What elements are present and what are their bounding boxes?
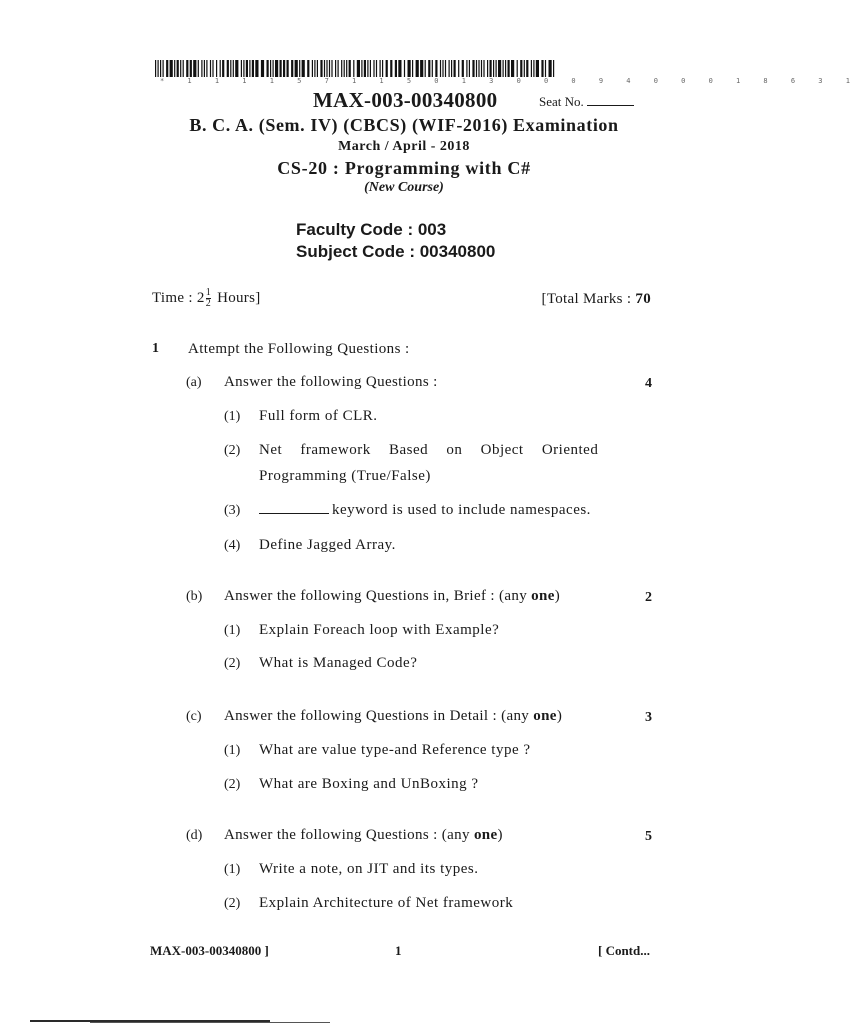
seat-label: Seat No. xyxy=(539,94,584,109)
barcode-bar xyxy=(412,60,413,77)
barcode-bar xyxy=(451,60,452,77)
barcode-digits: * 1 1 1 1 5 7 1 1 5 0 1 3 0 0 0 9 4 0 0 0 1 8 6 3 1 xyxy=(160,77,859,85)
barcode-bar xyxy=(472,60,474,77)
item-text: Explain Foreach loop with Example? xyxy=(259,622,500,638)
barcode-bar xyxy=(440,60,441,77)
total-marks xyxy=(542,291,651,308)
barcode-bar xyxy=(216,60,217,77)
barcode-bar xyxy=(549,60,552,77)
fraction-numerator: 1 xyxy=(205,287,212,298)
part-d-close: ) xyxy=(497,827,503,843)
barcode-bar xyxy=(270,60,271,77)
time-duration xyxy=(152,288,261,309)
barcode-bar xyxy=(267,60,269,77)
part-a-text: Answer the following Questions : xyxy=(224,374,438,390)
item-text: Define Jagged Array. xyxy=(259,537,396,553)
barcode-bar xyxy=(344,60,345,77)
barcode-bar xyxy=(373,60,374,77)
barcode-bar xyxy=(166,60,168,77)
barcode-bar xyxy=(416,60,419,77)
barcode-bar xyxy=(432,60,433,77)
barcode-bar xyxy=(295,60,298,77)
barcode xyxy=(155,60,555,77)
item-text: Net framework Based on Object Oriented xyxy=(259,442,599,458)
total-marks-label: [Total Marks : xyxy=(541,291,636,307)
paper-code: MAX-003-00340800 xyxy=(313,88,498,112)
exam-title: B. C. A. (Sem. IV) (CBCS) (WIF-2016) Examination xyxy=(189,115,619,135)
barcode-bar xyxy=(280,60,282,77)
barcode-bar xyxy=(445,60,446,77)
barcode-bar xyxy=(326,60,327,77)
item-text-continued: Programming (True/False) xyxy=(259,468,431,484)
barcode-bar xyxy=(324,60,325,77)
fill-in-blank-item xyxy=(259,502,591,519)
item-number: (2) xyxy=(224,443,241,458)
barcode-bar xyxy=(183,60,184,77)
item-number: (1) xyxy=(224,409,241,424)
question-number: 1 xyxy=(152,341,159,356)
barcode-bar xyxy=(160,60,161,77)
item-text: Explain Architecture of Net framework xyxy=(259,895,514,911)
subject-code: Subject Code : 00340800 xyxy=(296,242,496,261)
barcode-bar xyxy=(390,60,392,77)
barcode-bar xyxy=(299,60,300,77)
exam-session: March / April - 2018 xyxy=(338,139,470,154)
barcode-bar xyxy=(204,60,205,77)
barcode-bar xyxy=(312,60,313,77)
answer-blank xyxy=(259,513,329,514)
barcode-bar xyxy=(170,60,173,77)
barcode-bar xyxy=(177,60,179,77)
barcode-bar xyxy=(341,60,342,77)
barcode-bar xyxy=(442,60,443,77)
barcode-bar xyxy=(478,60,479,77)
barcode-bar xyxy=(520,60,522,77)
part-b-marks: 2 xyxy=(645,590,652,605)
barcode-bar xyxy=(255,60,258,77)
part-d-text xyxy=(224,827,503,844)
barcode-bar xyxy=(505,60,506,77)
barcode-bar xyxy=(398,60,401,77)
part-c-label: (c) xyxy=(186,709,202,724)
part-b-label: (b) xyxy=(186,589,203,604)
part-b-instruction: Answer the following Questions in, Brief : (any xyxy=(224,588,532,604)
barcode-bar xyxy=(227,60,229,77)
barcode-bar xyxy=(380,60,381,77)
barcode-bar xyxy=(314,60,315,77)
item-number: (4) xyxy=(224,538,241,553)
item-text: keyword is used to include namespaces. xyxy=(332,502,591,518)
barcode-bar xyxy=(498,60,501,77)
barcode-bar xyxy=(386,60,388,77)
barcode-bar xyxy=(201,60,202,77)
barcode-bar xyxy=(376,60,377,77)
barcode-bar xyxy=(338,60,339,77)
barcode-bar xyxy=(249,60,250,77)
barcode-bar xyxy=(435,60,437,77)
barcode-bar xyxy=(367,60,368,77)
barcode-bar xyxy=(180,60,181,77)
barcode-bar xyxy=(230,60,231,77)
time-unit: Hours] xyxy=(217,289,261,306)
barcode-bar xyxy=(246,60,248,77)
barcode-bar xyxy=(241,60,242,77)
barcode-bar xyxy=(222,60,224,77)
item-number: (1) xyxy=(224,623,241,638)
seat-blank xyxy=(587,105,634,106)
time-label: Time : 2 xyxy=(152,289,205,306)
part-d-instruction: Answer the following Questions : (any xyxy=(224,827,474,843)
barcode-bar xyxy=(287,60,289,77)
barcode-bar xyxy=(458,60,459,77)
part-a-marks: 4 xyxy=(645,376,652,391)
seat-number-field xyxy=(539,94,634,110)
barcode-bar xyxy=(283,60,285,77)
barcode-bar xyxy=(163,60,164,77)
fraction-denominator: 2 xyxy=(205,298,212,309)
barcode-bar xyxy=(235,60,238,77)
barcode-bar xyxy=(212,60,213,77)
barcode-bar xyxy=(190,60,192,77)
continued-label: [ Contd... xyxy=(597,943,650,958)
question-instruction: Attempt the Following Questions : xyxy=(188,341,410,357)
barcode-bar xyxy=(541,60,543,77)
barcode-bar xyxy=(193,60,196,77)
barcode-bar xyxy=(261,60,264,77)
part-c-instruction: Answer the following Questions in Detail : (any xyxy=(224,708,534,724)
barcode-bar xyxy=(483,60,484,77)
part-c-text xyxy=(224,708,562,725)
subject-title: CS-20 : Programming with C# xyxy=(277,158,531,178)
faculty-code: Faculty Code : 003 xyxy=(296,220,447,239)
item-text: Write a note, on JIT and its types. xyxy=(259,861,479,877)
barcode-bar xyxy=(186,60,188,77)
barcode-bar xyxy=(307,60,309,77)
barcode-bar xyxy=(233,60,234,77)
barcode-bar xyxy=(462,60,464,77)
barcode-bar xyxy=(454,60,456,77)
barcode-bar xyxy=(317,60,318,77)
item-number: (3) xyxy=(224,503,241,518)
barcode-bar xyxy=(508,60,510,77)
part-c-emphasis: one xyxy=(533,708,557,724)
barcode-bar xyxy=(466,60,467,77)
barcode-bar xyxy=(395,60,397,77)
barcode-bar xyxy=(420,60,423,77)
barcode-bar xyxy=(496,60,497,77)
part-b-emphasis: one xyxy=(531,588,555,604)
barcode-bar xyxy=(425,60,426,77)
item-text: What are value type-and Reference type ? xyxy=(259,742,531,758)
scan-artifact-line xyxy=(90,1022,330,1023)
barcode-bar xyxy=(198,60,199,77)
barcode-bar xyxy=(469,60,470,77)
barcode-bar xyxy=(503,60,504,77)
barcode-bar xyxy=(357,60,360,77)
part-d-emphasis: one xyxy=(473,827,498,843)
barcode-bar xyxy=(174,60,175,77)
barcode-bar xyxy=(243,60,244,77)
item-number: (2) xyxy=(224,656,241,671)
item-number: (1) xyxy=(224,862,241,877)
barcode-bar xyxy=(428,60,430,77)
barcode-bar xyxy=(404,60,405,77)
part-a-label: (a) xyxy=(186,375,202,390)
barcode-bar xyxy=(490,60,492,77)
barcode-bar xyxy=(155,60,156,77)
part-d-marks: 5 xyxy=(645,829,652,844)
item-number: (1) xyxy=(224,743,241,758)
barcode-bar xyxy=(252,60,254,77)
barcode-bar xyxy=(449,60,450,77)
barcode-bar xyxy=(158,60,159,77)
barcode-bar xyxy=(493,60,494,77)
barcode-bar xyxy=(531,60,532,77)
barcode-bar xyxy=(220,60,221,77)
barcode-bar xyxy=(291,60,293,77)
barcode-bar xyxy=(275,60,278,77)
item-number: (2) xyxy=(224,777,241,792)
barcode-bar xyxy=(517,60,518,77)
item-text: What are Boxing and UnBoxing ? xyxy=(259,776,479,792)
course-label: (New Course) xyxy=(364,180,444,195)
barcode-bar xyxy=(533,60,534,77)
barcode-bar xyxy=(545,60,546,77)
barcode-bar xyxy=(361,60,362,77)
part-c-close: ) xyxy=(556,708,563,724)
barcode-bar xyxy=(349,60,351,77)
item-number: (2) xyxy=(224,896,241,911)
barcode-bar xyxy=(364,60,366,77)
page-number: 1 xyxy=(395,943,402,958)
barcode-bar xyxy=(526,60,528,77)
barcode-bar xyxy=(329,60,330,77)
barcode-bar xyxy=(331,60,332,77)
barcode-bar xyxy=(481,60,482,77)
item-text: What is Managed Code? xyxy=(259,655,418,671)
barcode-bar xyxy=(553,60,554,77)
part-b-text xyxy=(224,588,560,605)
barcode-bar xyxy=(536,60,539,77)
part-d-label: (d) xyxy=(186,828,203,843)
barcode-bar xyxy=(476,60,477,77)
barcode-bar xyxy=(206,60,207,77)
barcode-bar xyxy=(487,60,488,77)
barcode-bar xyxy=(320,60,322,77)
barcode-bar xyxy=(353,60,354,77)
total-marks-value: 70 xyxy=(635,291,651,307)
barcode-bar xyxy=(210,60,211,77)
barcode-bar xyxy=(302,60,305,77)
barcode-bar xyxy=(346,60,347,77)
barcode-bar xyxy=(511,60,514,77)
barcode-bar xyxy=(370,60,371,77)
item-text: Full form of CLR. xyxy=(259,408,378,424)
part-c-marks: 3 xyxy=(645,710,652,725)
barcode-bar xyxy=(382,60,383,77)
footer-paper-code: MAX-003-00340800 ] xyxy=(150,943,269,958)
part-b-close: ) xyxy=(554,588,561,604)
time-fraction xyxy=(206,288,211,309)
barcode-bar xyxy=(524,60,525,77)
barcode-bar xyxy=(335,60,336,77)
barcode-bar xyxy=(273,60,274,77)
barcode-bar xyxy=(408,60,411,77)
